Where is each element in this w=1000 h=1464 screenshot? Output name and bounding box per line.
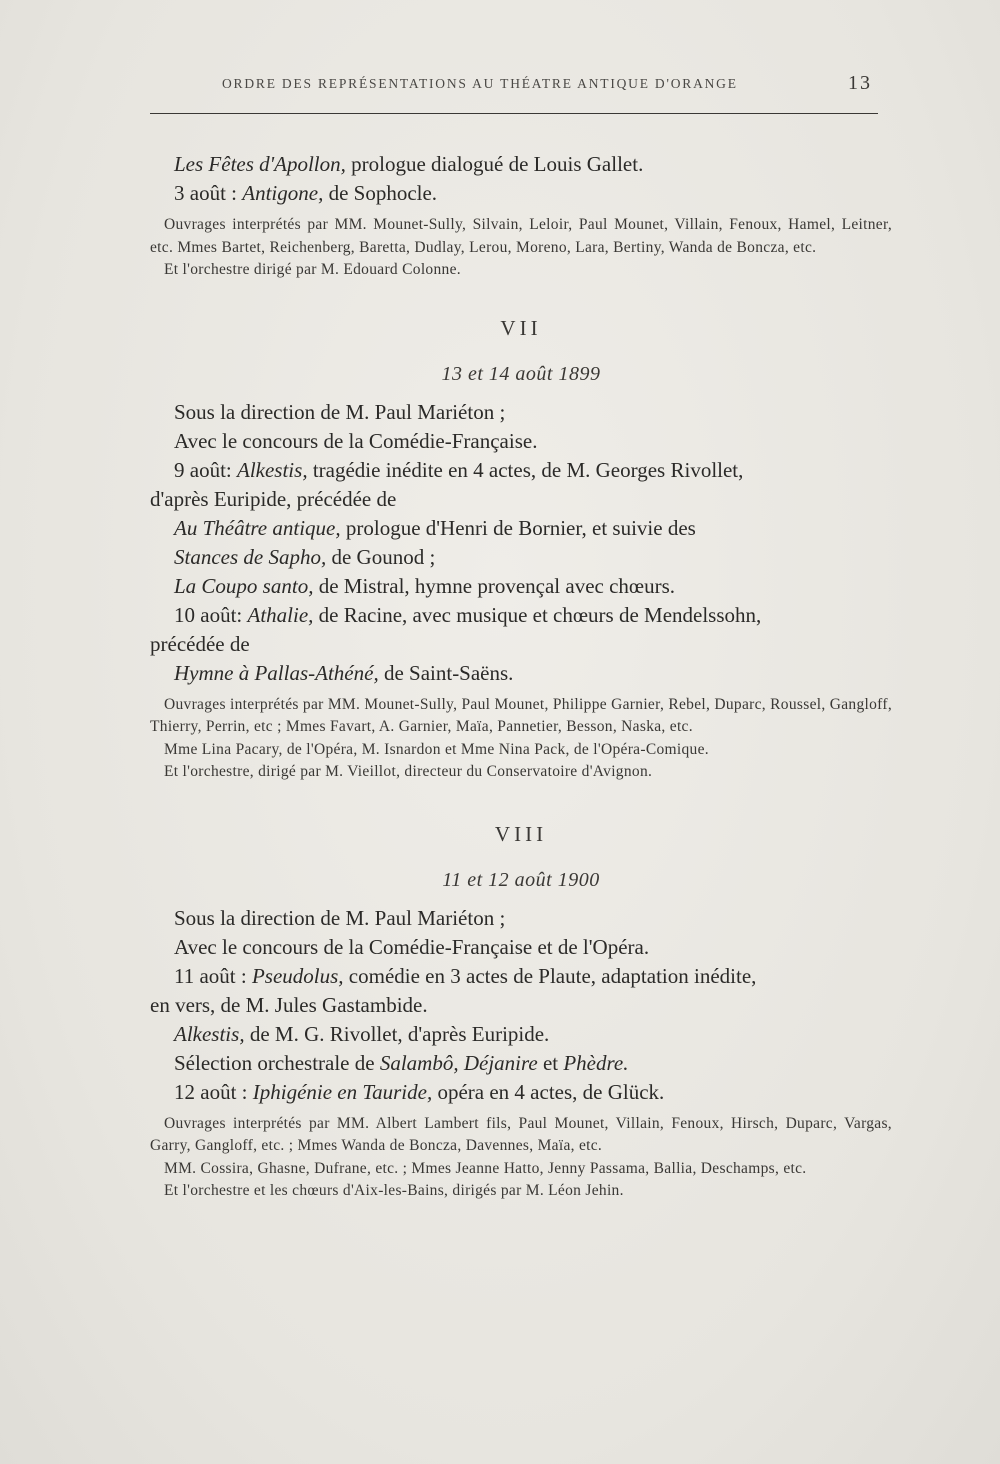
section-date: 11 et 12 août 1900 (442, 868, 600, 891)
singers-paragraph: MM. Cossira, Ghasne, Dufrane, etc. ; Mmes Jeanne Hatto, Jenny Passama, Ballia, Deschamps, etc. (164, 1159, 807, 1177)
work-title: Antigone, (242, 181, 324, 205)
program-line: d'après Euripide, précédée de (150, 486, 397, 511)
cast-paragraph: Ouvrages interprétés par MM. Albert Lambert fils, Paul Mounet, Villain, Fenoux, Hirsch, Duparc, Vargas, Garry, Gangloff, etc. ; Mmes Wanda de Boncza, Davennes, Maïa, etc. (150, 1114, 892, 1154)
work-title: Les Fêtes d'Apollon, (174, 152, 346, 176)
page-body (150, 150, 892, 1203)
orchestra-line: Et l'orchestre, dirigé par M. Vieillot, directeur du Conservatoire d'Avignon. (164, 763, 653, 780)
program-line: en vers, de M. Jules Gastambide. (150, 992, 428, 1017)
work-title: Alkestis, (237, 457, 308, 482)
running-title: ORDRE DES REPRÉSENTATIONS AU THÉATRE ANTIQUE D'ORANGE (222, 76, 738, 91)
section-numeral: VII (500, 315, 542, 340)
work-title: Pseudolus, (251, 963, 344, 988)
header-rule (150, 113, 878, 114)
program-line: Stances de Sapho, de Gounod ; (174, 544, 436, 569)
work-title: Stances de Sapho, (174, 544, 327, 569)
program-line: Les Fêtes d'Apollon, prologue dialogué de Louis Gallet. (174, 152, 644, 176)
program-line: 12 août : Iphigénie en Tauride, opéra en 4 actes, de Glück. (174, 1079, 665, 1104)
program-line: Hymne à Pallas-Athéné, de Saint-Saëns. (174, 660, 514, 685)
work-title: Athalie, (247, 602, 314, 627)
program-line: 10 août: Athalie, de Racine, avec musique et chœurs de Mendelssohn, (174, 602, 762, 627)
work-title: Iphigénie en Tauride, (252, 1079, 433, 1104)
program-line: 11 août : Pseudolus, comédie en 3 actes de Plaute, adaptation inédite, (174, 963, 757, 988)
concours-line: Avec le concours de la Comédie-Française et de l'Opéra. (174, 934, 650, 959)
direction-line: Sous la direction de M. Paul Mariéton ; (174, 905, 506, 930)
orchestra-line: Et l'orchestre dirigé par M. Edouard Colonne. (164, 261, 461, 278)
program-line: La Coupo santo, de Mistral, hymne provençal avec chœurs. (174, 573, 675, 598)
section-numeral: VIII (494, 821, 548, 846)
work-title: Salambô, Déjanire (379, 1050, 538, 1075)
program-line: 3 août : Antigone, de Sophocle. (174, 181, 438, 205)
cast-paragraph: Ouvrages interprétés par MM. Mounet-Sully, Paul Mounet, Philippe Garnier, Rebel, Duparc, Roussel, Gangloff, Thierry, Perrin, etc ; Mmes Favart, A. Garnier, Maïa, Pannetier, Besson, Naska, etc. (150, 695, 892, 735)
program-line: précédée de (150, 631, 250, 656)
page-number: 13 (848, 72, 872, 94)
program-line: Au Théâtre antique, prologue d'Henri de Bornier, et suivie des (174, 515, 696, 540)
singers-line: Mme Lina Pacary, de l'Opéra, M. Isnardon et Mme Nina Pack, de l'Opéra-Comique. (164, 740, 709, 758)
work-title: Hymne à Pallas-Athéné, (174, 660, 379, 685)
orchestra-line: Et l'orchestre et les chœurs d'Aix-les-Bains, dirigés par M. Léon Jehin. (164, 1182, 624, 1199)
work-title: Au Théâtre antique, (174, 515, 341, 540)
program-line: Alkestis, de M. G. Rivollet, d'après Euripide. (174, 1021, 550, 1046)
running-head (150, 72, 878, 102)
cast-paragraph: Ouvrages interprétés par MM. Mounet-Sully, Silvain, Leloir, Paul Mounet, Villain, Fenoux, Hamel, Leitner, etc. Mmes Bartet, Reichenberg, Baretta, Dudlay, Lerou, Moreno, Lara, Bertiny, Wanda de Boncza, etc. (150, 216, 892, 256)
work-title: Phèdre. (563, 1050, 629, 1075)
work-title: La Coupo santo, (174, 573, 314, 598)
direction-line: Sous la direction de M. Paul Mariéton ; (174, 399, 506, 424)
program-line: Sélection orchestrale de Salambô, Déjanire et Phèdre. (174, 1050, 629, 1075)
work-title: Alkestis, (174, 1021, 245, 1046)
section-date: 13 et 14 août 1899 (441, 362, 601, 385)
program-line: 9 août: Alkestis, tragédie inédite en 4 actes, de M. Georges Rivollet, (174, 457, 744, 482)
concours-line: Avec le concours de la Comédie-Française. (174, 428, 538, 453)
